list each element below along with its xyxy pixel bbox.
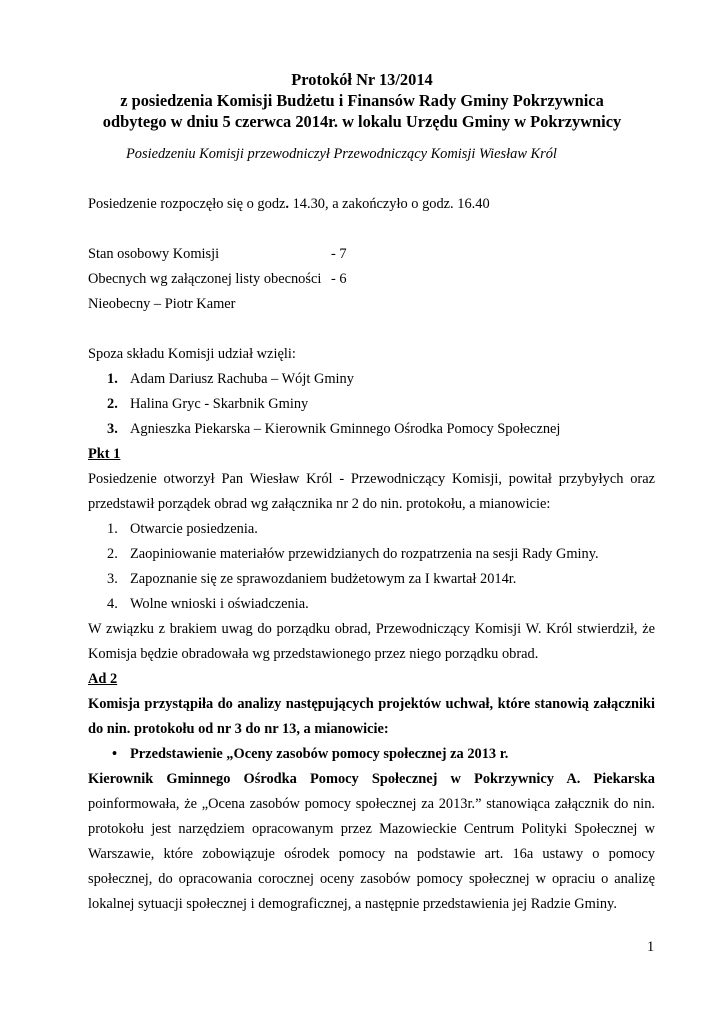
pkt1-conclusion-line: Komisja będzie obradowała wg przedstawionego przez niego porządku obrad. <box>88 646 539 662</box>
bullet-icon: • <box>112 746 118 762</box>
pkt1-paragraph-line: przedstawił porządek obrad wg załącznika nr 2 do nin. protokołu, a mianowicie: <box>88 496 551 512</box>
agenda-number: 1. <box>107 521 118 537</box>
guests-intro: Spoza składu Komisji udział wzięli: <box>88 346 296 362</box>
absent-member: Nieobecny – Piotr Kamer <box>88 296 236 312</box>
agenda-item: Otwarcie posiedzenia. <box>130 521 258 537</box>
guest-number: 1. <box>107 371 118 387</box>
composition-label: Stan osobowy Komisji <box>88 246 220 262</box>
meeting-time-end: 14.30, a zakończyło o godz. 16.40 <box>289 196 490 212</box>
meeting-time-dot: . <box>285 196 290 212</box>
ad2-paragraph-line: społecznej, do opracowania corocznej oceny zasobów pomocy społecznej w opraciu o analizę <box>88 871 655 887</box>
agenda-number: 2. <box>107 546 118 562</box>
present-value: - 6 <box>331 271 347 287</box>
present-label: Obecnych wg załączonej listy obecności <box>88 271 322 287</box>
ad2-intro-line: do nin. protokołu od nr 3 do nr 13, a mianowicie: <box>88 721 389 737</box>
ad2-paragraph-line: protokołu jest narzędziem opracowanym przez Mazowieckie Centrum Polityki Społecznej w <box>88 821 655 837</box>
document-title-line-2: z posiedzenia Komisji Budżetu i Finansów Rady Gminy Pokrzywnica <box>120 91 604 110</box>
ad2-paragraph-line: Warszawie, które zobowiązuje ośrodek pomocy na podstawie art. 16a ustawy o pomocy <box>88 846 655 862</box>
document-title-line-3: odbytego w dniu 5 czerwca 2014r. w lokalu Urzędu Gminy w Pokrzywnicy <box>102 112 622 131</box>
agenda-item: Wolne wnioski i oświadczenia. <box>130 596 309 612</box>
guest-number: 3. <box>107 421 118 437</box>
guest-number: 2. <box>107 396 118 412</box>
bullet-item: Przedstawienie „Oceny zasobów pomocy społecznej za 2013 r. <box>130 746 509 762</box>
chair-note: Posiedzeniu Komisji przewodniczył Przewodniczący Komisji Wiesław Król <box>126 146 557 162</box>
agenda-item: Zapoznanie się ze sprawozdaniem budżetowym za I kwartał 2014r. <box>130 571 517 587</box>
composition-value: - 7 <box>331 246 347 262</box>
pkt1-paragraph-line: Posiedzenie otworzył Pan Wiesław Król - Przewodniczący Komisji, powitał przybyłych oraz <box>88 471 655 487</box>
meeting-time-start: Posiedzenie rozpoczęło się o godz <box>88 196 286 212</box>
guest-item: Adam Dariusz Rachuba – Wójt Gminy <box>130 371 354 387</box>
meeting-time <box>88 196 490 213</box>
ad2-paragraph-line: Kierownik Gminnego Ośrodka Pomocy Społecznej w Pokrzywnicy A. Piekarska <box>88 771 655 787</box>
ad2-paragraph-line: lokalnej sytuacji społecznej i demograficznej, a następnie przedstawienia jej Radzie Gminy. <box>88 896 617 912</box>
ad2-paragraph-line: poinformowała, że „Ocena zasobów pomocy społecznej za 2013r.” stanowiąca załącznik do nin. <box>88 796 655 812</box>
guest-item: Agnieszka Piekarska – Kierownik Gminnego Ośrodka Pomocy Społecznej <box>130 421 561 437</box>
agenda-item: Zaopiniowanie materiałów przewidzianych do rozpatrzenia na sesji Rady Gminy. <box>130 546 599 562</box>
ad2-intro-line: Komisja przystąpiła do analizy następujących projektów uchwał, które stanowią załączniki <box>88 696 655 712</box>
section-heading-pkt1: Pkt 1 <box>88 446 121 462</box>
page-number: 1 <box>647 939 655 955</box>
agenda-number: 4. <box>107 596 118 612</box>
document-title: Protokół Nr 13/2014 <box>291 70 433 89</box>
guest-item: Halina Gryc - Skarbnik Gminy <box>130 396 309 412</box>
agenda-number: 3. <box>107 571 118 587</box>
section-heading-ad2: Ad 2 <box>88 671 118 687</box>
pkt1-conclusion-line: W związku z brakiem uwag do porządku obrad, Przewodniczący Komisji W. Król stwierdził, że <box>88 621 655 637</box>
